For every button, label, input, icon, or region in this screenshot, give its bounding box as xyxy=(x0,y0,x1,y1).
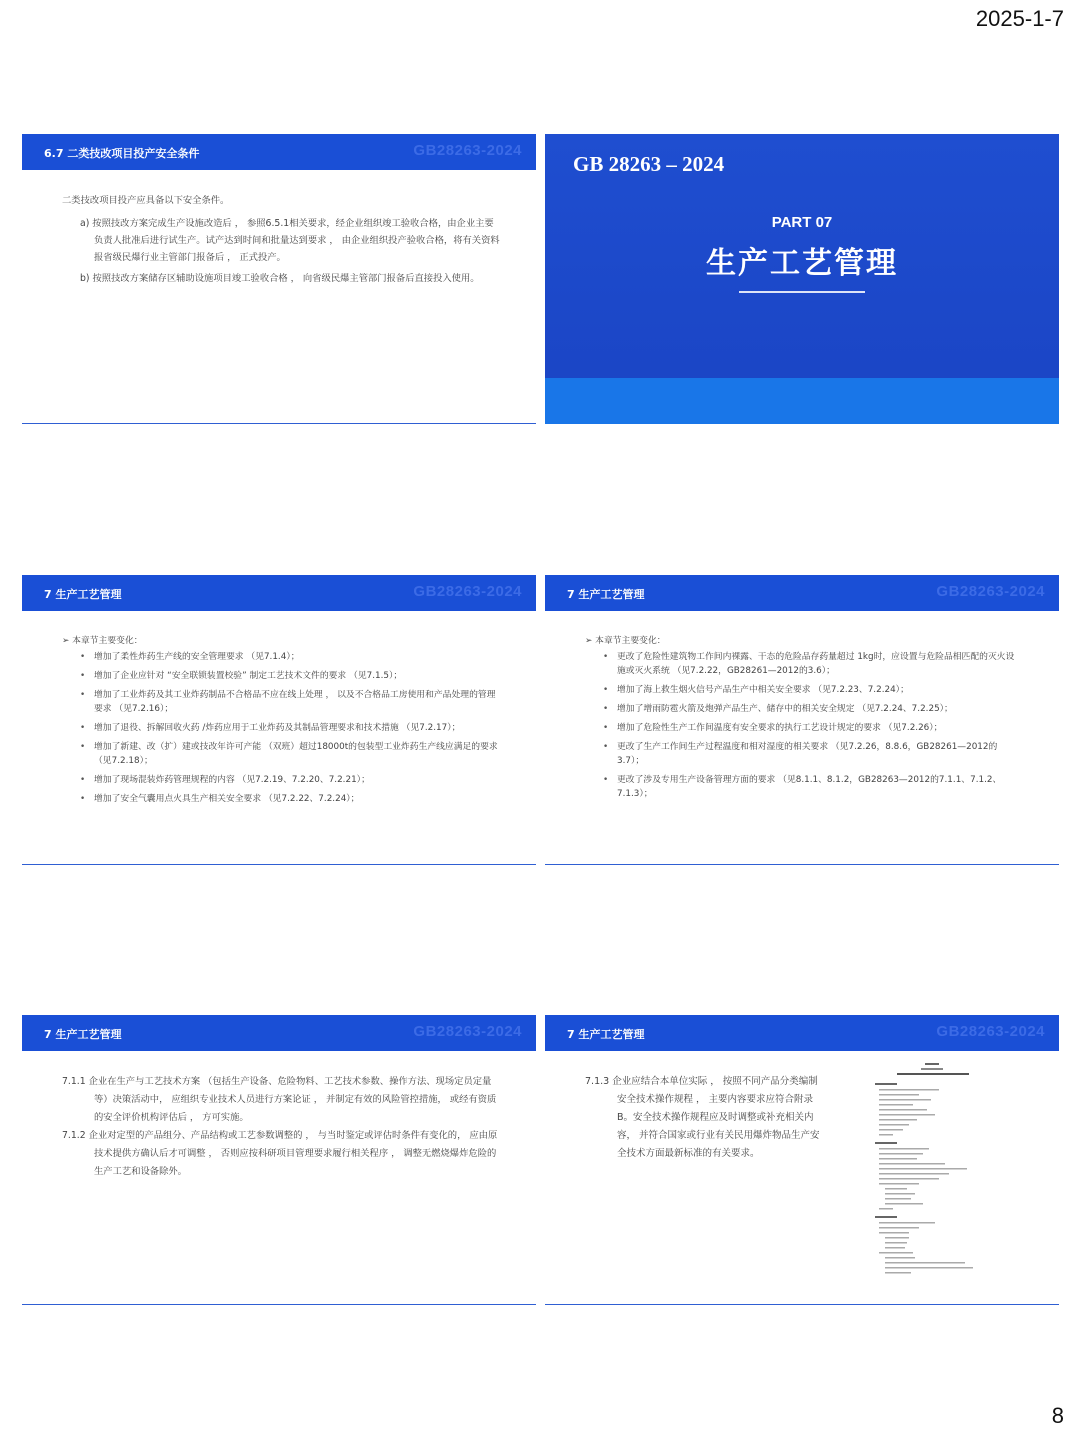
list-item: • 更改了危险性建筑物工作间内裸露、干态的危险品存药量超过 1kg时，应设置与危险品相匹配的灭火设施或灭火系统 （见7.2.22，GB28261—2012的3.6）； xyxy=(603,650,1023,678)
list-item: • 增加了安全气囊用点火具生产相关安全要求 （见7.2.22、7.2.24）； xyxy=(80,792,500,806)
list-item: • 增加了现场混装炸药管理规程的内容 （见7.2.19、7.2.20、7.2.21）； xyxy=(80,773,500,787)
slide-body xyxy=(585,633,1023,806)
list-item: b) 按照技改方案储存区辅助设施项目竣工验收合格 ， 向省级民爆主管部门报备后直接投入使用。 xyxy=(80,273,480,284)
title-underline xyxy=(739,291,865,293)
changes-heading: ➢ 本章节主要变化： xyxy=(62,636,143,646)
part-title: 生产工艺管理 xyxy=(706,246,898,281)
slide-title: 6.7 二类技改项目投产安全条件 xyxy=(44,147,200,160)
watermark: GB28263-2024 xyxy=(936,583,1045,600)
list-item: • 增加了危险性生产工作间温度有安全要求的执行工艺设计规定的要求 （见7.2.26）； xyxy=(603,721,1023,735)
slide-header-bar xyxy=(22,134,536,170)
slide-intro: 二类技改项目投产应具备以下安全条件。 xyxy=(62,195,230,206)
page-number: 8 xyxy=(1051,1403,1064,1428)
slide-header-bar xyxy=(545,1015,1059,1051)
part-label: PART 07 xyxy=(771,214,833,231)
slide-header-bar xyxy=(22,1015,536,1051)
appendix-thumbnail xyxy=(867,1059,997,1297)
slide-divider xyxy=(22,864,536,865)
slide-title: 7 生产工艺管理 xyxy=(567,588,645,601)
slide-body xyxy=(585,1073,821,1163)
slide-divider xyxy=(22,1304,536,1305)
list-item: • 增加了企业应针对 “安全联锁装置校验” 制定工艺技术文件的要求 （见7.1.5）； xyxy=(80,669,500,683)
slide-chapter7-changes-a xyxy=(22,575,536,865)
clause-item: 7.1.1 企业在生产与工艺技术方案 （包括生产设备、危险物料、工艺技术参数、操作方法、现场定员定量等）决策活动中， 应组织专业技术人员进行方案论证 ， 并制定有效的风险管控措施， 或经有资质的安全评价机构评估后 ， 方可实施。 xyxy=(62,1076,497,1123)
watermark: GB28263-2024 xyxy=(936,1023,1045,1040)
clause-item: 7.1.3 企业应结合本单位实际 ， 按照不同产品分类编制安全技术操作规程 ， 主要内容要求应符合附录B。安全技术操作规程应及时调整或补充相关内容， 并符合国家或行业有关民用爆炸物品生产安全技术方面最新标准的有关要求。 xyxy=(585,1076,820,1159)
slide-divider xyxy=(545,864,1059,865)
list-item: • 更改了生产工作间生产过程温度和相对湿度的相关要求 （见7.2.26，8.8.6，GB28261—2012的3.7）； xyxy=(603,740,1023,768)
slide-divider xyxy=(545,1304,1059,1305)
slide-body xyxy=(62,1073,500,1181)
list-item: • 增加了海上救生烟火信号产品生产中相关安全要求 （见7.2.23、7.2.24）； xyxy=(603,683,1023,697)
list-item: • 增加了新建、改（扩）建或技改年许可产能 （双班）超过18000t的包装型工业炸药生产线应满足的要求 （见7.2.18）； xyxy=(80,740,500,768)
changes-heading: ➢ 本章节主要变化： xyxy=(585,636,666,646)
cover-band xyxy=(545,378,1059,424)
slide-title: 7 生产工艺管理 xyxy=(567,1028,645,1041)
slide-7-1-1 xyxy=(22,1015,536,1305)
list-item: • 增加了退役、拆解回收火药 /炸药应用于工业炸药及其制品管理要求和技术措施 （见7.2.17）； xyxy=(80,721,500,735)
slide-divider xyxy=(22,423,536,424)
slide-body xyxy=(62,192,500,287)
slide-part-cover xyxy=(545,134,1059,424)
page-date: 2025-1-7 xyxy=(975,6,1064,31)
watermark: GB28263-2024 xyxy=(413,142,522,159)
slide-title: 7 生产工艺管理 xyxy=(44,1028,122,1041)
appendix-document-image xyxy=(867,1059,997,1297)
slide-header-bar xyxy=(545,575,1059,611)
changes-list xyxy=(62,650,500,806)
list-item: • 更改了涉及专用生产设备管理方面的要求 （见8.1.1、8.1.2，GB28263—2012的7.1.1、7.1.2、7.1.3）； xyxy=(603,773,1023,801)
standard-number: GB 28263 – 2024 xyxy=(573,152,725,176)
slide-chapter7-changes-b xyxy=(545,575,1059,865)
watermark: GB28263-2024 xyxy=(413,1023,522,1040)
list-item: • 增加了工业炸药及其工业炸药制品不合格品不应在线上处理 ， 以及不合格品工房使用和产品处理的管理要求 （见7.2.16）； xyxy=(80,688,500,716)
slide-6-7 xyxy=(22,134,536,424)
clause-item: 7.1.2 企业对定型的产品组分、产品结构或工艺参数调整的 ， 与当时鉴定或评估时条件有变化的， 应由原技术提供方确认后才可调整 ， 否则应按科研项目管理要求履行相关程序 ， 调整无燃烧爆炸危险的生产工艺和设备除外。 xyxy=(62,1130,498,1177)
slide-title: 7 生产工艺管理 xyxy=(44,588,122,601)
watermark: GB28263-2024 xyxy=(413,583,522,600)
slide-body xyxy=(62,633,500,811)
slide-7-1-3 xyxy=(545,1015,1059,1305)
slide-header-bar xyxy=(22,575,536,611)
list-item: a) 按照技改方案完成生产设施改造后 ， 参照6.5.1相关要求，经企业组织竣工验收合格，由企业主要负责人批准后进行试生产。试产达到时间和批量达到要求 ， 由企业组织投产验收合格，将有关资料报省级民爆行业主管部门报备后 ， 正式投产。 xyxy=(80,218,500,263)
list-item: • 增加了柔性炸药生产线的安全管理要求 （见7.1.4）； xyxy=(80,650,500,664)
changes-list xyxy=(585,650,1023,801)
list-item: • 增加了增雨防雹火箭及炮弹产品生产、储存中的相关安全规定 （见7.2.24、7.2.25）； xyxy=(603,702,1023,716)
